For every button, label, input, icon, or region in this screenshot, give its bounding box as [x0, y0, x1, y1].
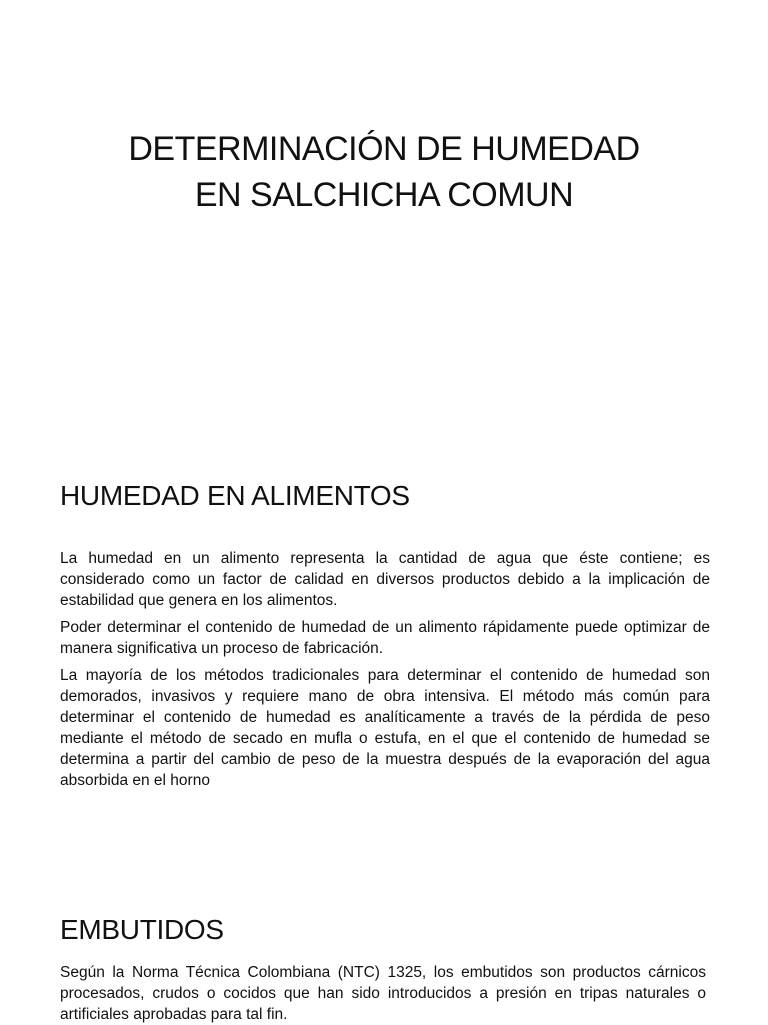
- paragraph: Poder determinar el contenido de humedad de un alimento rápidamente puede optimizar de manera significativa un proceso de fabricación.: [60, 619, 710, 657]
- slide-body: [60, 548, 710, 797]
- slide-heading: EMBUTIDOS: [60, 914, 224, 945]
- paragraph: La humedad en un alimento representa la cantidad de agua que éste contiene; es considerado como un factor de calidad en diversos productos debido a la implicación de estabilidad que genera en los alimentos.: [60, 550, 710, 609]
- title-slide: [0, 0, 768, 432]
- slide-title: [0, 126, 768, 218]
- slide-title-line-1: DETERMINACIÓN DE HUMEDAD: [128, 130, 640, 168]
- embutidos-slide: [0, 856, 768, 1024]
- paragraph: Según la Norma Técnica Colombiana (NTC) 1325, los embutidos son productos cárnicos procesados, crudos o cocidos que han sido introducidos a presión en tripas naturales o artificiales aprobadas para tal fin.: [60, 964, 706, 1023]
- humedad-slide: [0, 432, 768, 856]
- slide-body: [60, 962, 706, 1025]
- paragraph: La mayoría de los métodos tradicionales para determinar el contenido de humedad son demorados, invasivos y requiere mano de obra intensiva. El método más común para determinar el contenido de humedad es analíticamente a través de la pérdida de peso mediante el método de secado en mufla o estufa, en el que el contenido de humedad se determina a partir del cambio de peso de la muestra después de la evaporación del agua absorbida en el horno: [60, 667, 710, 789]
- slide-title-line-2: EN SALCHICHA COMUN: [194, 176, 574, 214]
- slide-heading: HUMEDAD EN ALIMENTOS: [60, 480, 410, 511]
